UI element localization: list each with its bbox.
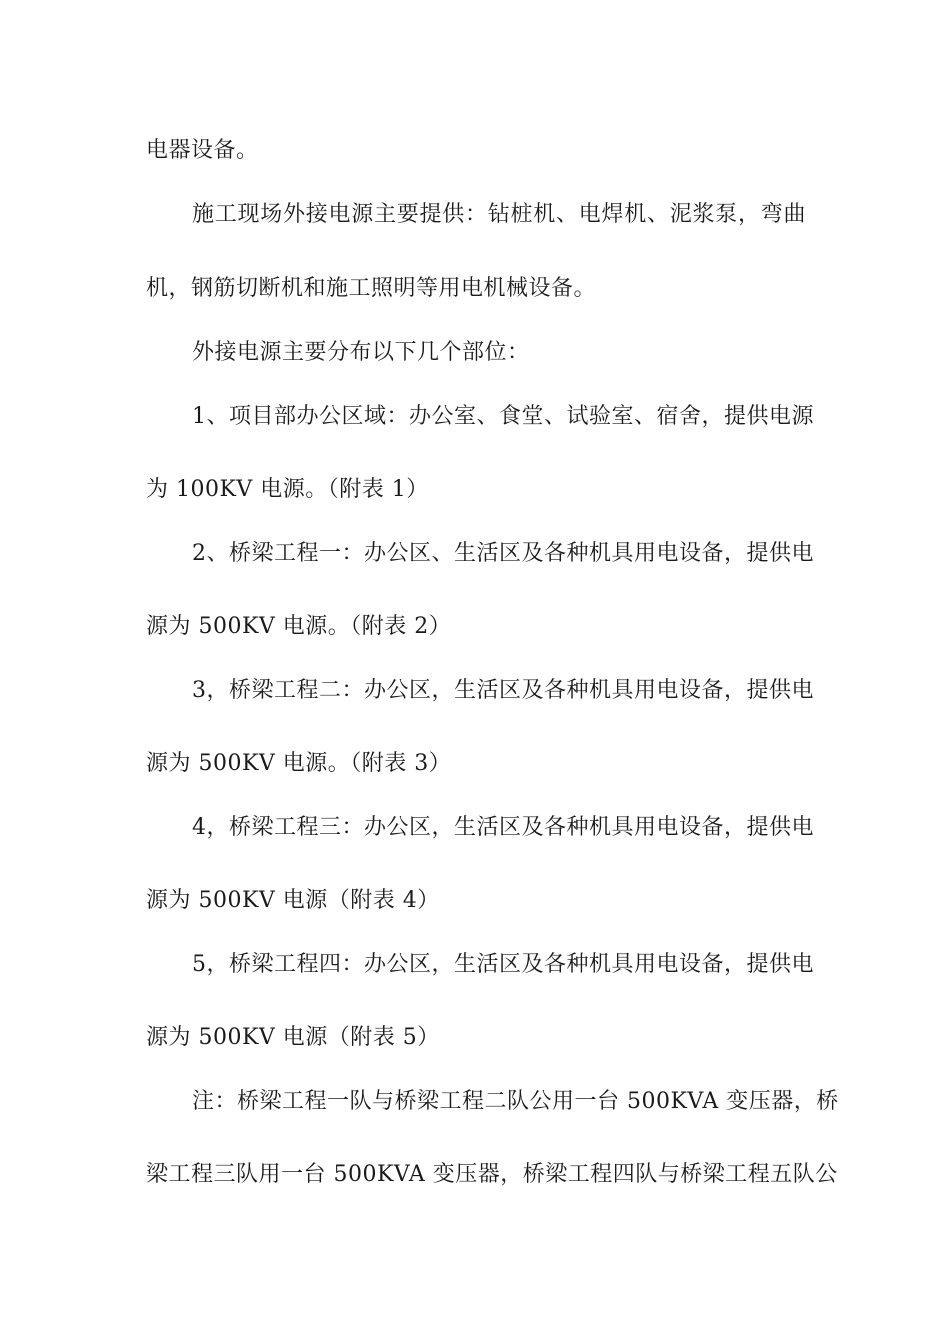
- text-line: 机，钢筋切断机和施工照明等用电机械设备。: [146, 276, 597, 301]
- text-line: 梁工程三队用一台 500KVA 变压器，桥梁工程四队与桥梁工程五队公: [146, 1162, 838, 1187]
- text-line: 施工现场外接电源主要提供：钻桩机、电焊机、泥浆泵，弯曲: [192, 202, 806, 227]
- text-line: 源为 500KV 电源（附表 5）: [146, 1025, 440, 1050]
- text-line: 3，桥梁工程二：办公区，生活区及各种机具用电设备，提供电: [192, 678, 814, 703]
- text-line: 2、桥梁工程一：办公区、生活区及各种机具用电设备，提供电: [192, 541, 814, 566]
- text-line: 5，桥梁工程四：办公区，生活区及各种机具用电设备，提供电: [192, 952, 814, 977]
- text-line: 为 100KV 电源。（附表 1）: [146, 477, 429, 502]
- text-line: 源为 500KV 电源（附表 4）: [146, 888, 440, 913]
- text-line: 4，桥梁工程三：办公区，生活区及各种机具用电设备，提供电: [192, 815, 814, 840]
- text-line: 源为 500KV 电源。（附表 2）: [146, 614, 452, 639]
- text-line: 1、项目部办公区域：办公室、食堂、试验室、宿舍，提供电源: [192, 404, 814, 429]
- text-line: 源为 500KV 电源。（附表 3）: [146, 751, 452, 776]
- text-line: 电器设备。: [146, 138, 259, 163]
- text-line: 外接电源主要分布以下几个部位：: [192, 340, 530, 365]
- text-line: 注：桥梁工程一队与桥梁工程二队公用一台 500KVA 变压器，桥: [192, 1089, 839, 1114]
